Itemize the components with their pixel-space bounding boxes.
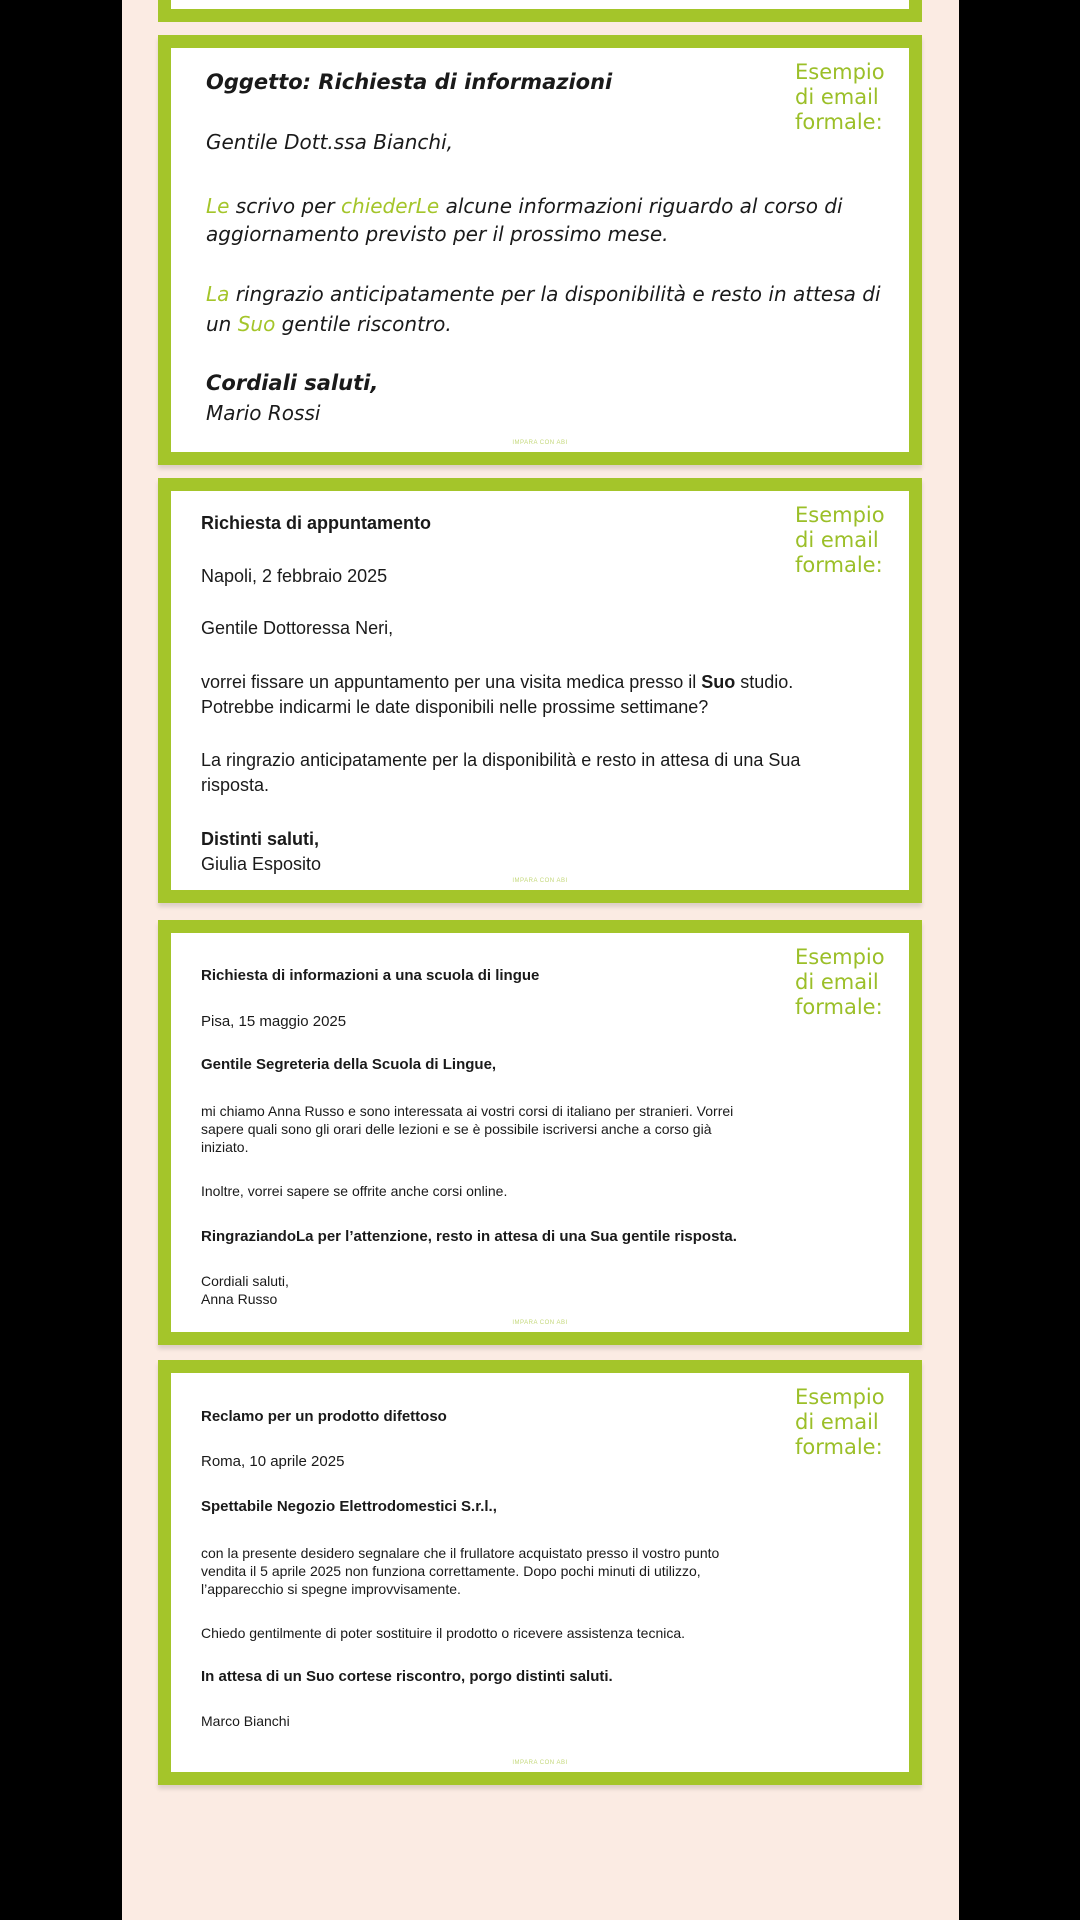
email-greeting: Gentile Segreteria della Scuola di Lingue,	[201, 1056, 497, 1073]
email-paragraph-2-line-2: risposta.	[201, 775, 270, 795]
email-paragraph-2: Inoltre, vorrei sapere se offrite anche corsi online.	[201, 1183, 508, 1199]
previous-slide-edge	[158, 0, 922, 22]
email-title: Richiesta di appuntamento	[201, 513, 432, 533]
email-paragraph-1: con la presente desidero segnalare che il frullatore acquistato presso il vostro punto	[201, 1545, 720, 1561]
email-paragraph-2: Chiedo gentilmente di poter sostituire il prodotto o ricevere assistenza tecnica.	[201, 1625, 686, 1641]
email-signature: Marco Bianchi	[201, 1713, 290, 1729]
slide-footer: IMPARA CON ABI	[512, 440, 568, 446]
slide-footer: IMPARA CON ABI	[512, 1320, 568, 1326]
email-greeting: Gentile Dottoressa Neri,	[201, 618, 394, 638]
email-paragraph-1: Le scrivo per chiederLe alcune informazioni riguardo al corso di	[206, 194, 843, 218]
email-paragraph-3: In attesa di un Suo cortese riscontro, porgo distinti saluti.	[201, 1668, 613, 1685]
slide-footer: IMPARA CON ABI	[512, 1760, 568, 1766]
email-signature: Anna Russo	[201, 1291, 278, 1307]
email-paragraph-1-line-2: vendita il 5 aprile 2025 non funziona correttamente. Dopo pochi minuti di utilizzo,	[201, 1563, 701, 1579]
email-paragraph-1-line-2: Potrebbe indicarmi le date disponibili nelle prossime settimane?	[201, 697, 709, 717]
document-page	[122, 0, 959, 1920]
email-place-date: Roma, 10 aprile 2025	[201, 1453, 345, 1470]
email-paragraph-1-line-2: sapere quali sono gli orari delle lezioni e se è possibile iscriversi anche a corso già	[201, 1121, 712, 1137]
slide-footer: IMPARA CON ABI	[512, 878, 568, 884]
email-greeting: Spettabile Negozio Elettrodomestici S.r.l.,	[201, 1498, 497, 1515]
email-place-date: Pisa, 15 maggio 2025	[201, 1013, 347, 1030]
email-paragraph-1-line-3: l’apparecchio si spegne improvvisamente.	[201, 1581, 461, 1597]
email-paragraph-1-line-2: aggiornamento previsto per il prossimo mese.	[206, 222, 669, 246]
email-paragraph-1: vorrei fissare un appuntamento per una visita medica presso il Suo studio.	[201, 672, 794, 692]
email-greeting: Gentile Dott.ssa Bianchi,	[206, 130, 454, 154]
email-title: Richiesta di informazioni a una scuola di lingue	[201, 967, 540, 984]
email-signature: Mario Rossi	[206, 401, 321, 425]
slide-email-informazioni	[158, 35, 922, 465]
email-paragraph-2: La ringrazio anticipatamente per la disponibilità e resto in attesa di una Sua	[201, 750, 801, 770]
slide-email-scuola-lingue	[158, 920, 922, 1345]
slide-label: Esempio di email formale:	[795, 1385, 885, 1459]
email-paragraph-2: La ringrazio anticipatamente per la disponibilità e resto in attesa di	[206, 282, 881, 306]
email-closing: Cordiali saluti,	[206, 371, 379, 395]
email-paragraph-3: RingraziandoLa per l’attenzione, resto in attesa di una Sua gentile risposta.	[201, 1228, 737, 1245]
email-place-date: Napoli, 2 febbraio 2025	[201, 566, 388, 586]
email-subject: Oggetto: Richiesta di informazioni	[206, 70, 613, 94]
slide-email-appuntamento	[158, 478, 922, 903]
slide-label: Esempio di email formale:	[795, 945, 885, 1019]
email-paragraph-1-line-3: iniziato.	[201, 1139, 249, 1155]
email-signature: Giulia Esposito	[201, 854, 322, 874]
email-paragraph-1: mi chiamo Anna Russo e sono interessata ai vostri corsi di italiano per stranieri. Vorrei	[201, 1103, 734, 1119]
slide-label: Esempio di email formale:	[795, 503, 885, 577]
slide-label: Esempio di email formale:	[795, 60, 885, 134]
email-title: Reclamo per un prodotto difettoso	[201, 1408, 447, 1425]
email-closing: Distinti saluti,	[201, 829, 320, 849]
email-closing: Cordiali saluti,	[201, 1273, 289, 1289]
email-paragraph-2-line-2: un Suo gentile riscontro.	[206, 312, 452, 336]
slide-email-reclamo	[158, 1360, 922, 1785]
